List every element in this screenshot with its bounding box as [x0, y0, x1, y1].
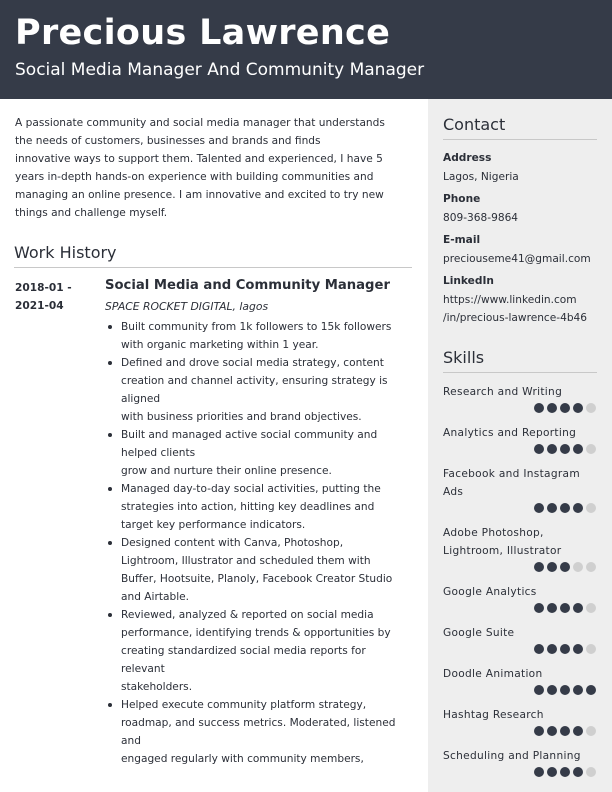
skill-name: [443, 383, 601, 401]
skill-item: [443, 583, 601, 601]
rating-dot-filled: [534, 444, 544, 454]
rating-dot-filled: [534, 685, 544, 695]
rating-dot-filled: [547, 767, 557, 777]
bullet-line: Helped execute community platform strategy,: [121, 699, 367, 711]
contact-divider: [443, 139, 597, 140]
skill-name: [443, 583, 601, 601]
bullet-line: grow and nurture their online presence.: [121, 465, 332, 477]
rating-dot-filled: [547, 444, 557, 454]
bullet-line: stakeholders.: [121, 681, 193, 693]
work-history-divider: [14, 267, 412, 268]
rating-dot-empty: [573, 562, 583, 572]
rating-dot-filled: [547, 403, 557, 413]
skill-rating: [534, 444, 596, 454]
bullet-line: aligned: [121, 393, 161, 405]
bullet-line: strategies into action, hitting key deadlines and: [121, 501, 375, 513]
skill-name: [443, 665, 601, 683]
skill-item: [443, 424, 601, 442]
bullet-line: engaged regularly with community members,: [121, 753, 364, 765]
bullet-line: Designed content with Canva, Photoshop,: [121, 537, 344, 549]
skill-name-line: Scheduling and Planning: [443, 750, 581, 762]
skill-name: [443, 706, 601, 724]
skill-name-line: Lightroom, Illustrator: [443, 545, 562, 557]
job-end-date: 2021-04: [15, 300, 64, 312]
rating-dot-filled: [534, 767, 544, 777]
company-name: SPACE ROCKET DIGITAL, lagos: [105, 300, 269, 313]
email-link[interactable]: preciouseme41@gmail.com: [443, 253, 591, 265]
bullet-line: and Airtable.: [121, 591, 190, 603]
contact-heading: Contact: [443, 115, 506, 134]
bullet-line: creating standardized social media reports for: [121, 645, 366, 657]
bullet-line: performance, identifying trends & opportunities by: [121, 627, 391, 639]
rating-dot-filled: [573, 503, 583, 513]
skill-rating: [534, 726, 596, 736]
skill-item: [443, 747, 601, 765]
rating-dot-filled: [547, 503, 557, 513]
rating-dot-empty: [586, 444, 596, 454]
rating-dot-filled: [547, 685, 557, 695]
job-responsibilities: [105, 318, 415, 768]
bullet-line: Reviewed, analyzed & reported on social media: [121, 609, 374, 621]
rating-dot-empty: [586, 403, 596, 413]
skill-name: [443, 624, 601, 642]
list-item: [105, 696, 415, 768]
skill-name: [443, 424, 601, 442]
rating-dot-filled: [573, 726, 583, 736]
skill-item: [443, 624, 601, 642]
job-title-headline: Social Media Manager And Community Manager: [15, 60, 425, 80]
rating-dot-filled: [560, 726, 570, 736]
rating-dot-empty: [586, 644, 596, 654]
linkedin-link[interactable]: [443, 291, 587, 327]
list-item: [105, 354, 415, 426]
skill-name-line: Ads: [443, 486, 464, 498]
summary-line: innovative ways to support them. Talented and experienced, I have 5: [15, 153, 383, 165]
rating-dot-filled: [534, 726, 544, 736]
skill-item: [443, 465, 601, 501]
header-banner: [0, 0, 612, 99]
skill-name: [443, 747, 601, 765]
rating-dot-filled: [560, 603, 570, 613]
job-title: Social Media and Community Manager: [105, 278, 390, 293]
candidate-name: Precious Lawrence: [15, 13, 391, 53]
skill-rating: [534, 562, 596, 572]
rating-dot-filled: [534, 603, 544, 613]
rating-dot-filled: [573, 685, 583, 695]
skill-rating: [534, 403, 596, 413]
skill-item: [443, 383, 601, 401]
skill-name-line: Hashtag Research: [443, 709, 544, 721]
bullet-line: Lightroom, Illustrator and scheduled them with: [121, 555, 371, 567]
address-value: Lagos, Nigeria: [443, 171, 519, 183]
skill-rating: [534, 685, 596, 695]
rating-dot-empty: [586, 503, 596, 513]
bullet-line: helped clients: [121, 447, 196, 459]
bullet-line: and: [121, 735, 141, 747]
bullet-line: with business priorities and brand objectives.: [121, 411, 362, 423]
bullet-line: Defined and drove social media strategy, content: [121, 357, 384, 369]
skill-name-line: Google Analytics: [443, 586, 537, 598]
rating-dot-filled: [534, 562, 544, 572]
bullet-line: Built community from 1k followers to 15k followers: [121, 321, 392, 333]
rating-dot-filled: [547, 603, 557, 613]
rating-dot-filled: [560, 767, 570, 777]
rating-dot-filled: [560, 685, 570, 695]
summary-line: managing an online presence. I am innovative and excited to try new: [15, 189, 384, 201]
rating-dot-filled: [534, 403, 544, 413]
skill-item: [443, 524, 601, 560]
skill-name-line: Facebook and Instagram: [443, 468, 580, 480]
rating-dot-empty: [586, 767, 596, 777]
rating-dot-filled: [560, 562, 570, 572]
bullet-line: Managed day-to-day social activities, putting the: [121, 483, 381, 495]
rating-dot-empty: [586, 726, 596, 736]
rating-dot-filled: [586, 685, 596, 695]
bullet-line: creation and channel activity, ensuring strategy is: [121, 375, 388, 387]
bullet-line: Buffer, Hootsuite, Planoly, Facebook Creator Studio: [121, 573, 393, 585]
list-item: [105, 606, 415, 696]
rating-dot-filled: [547, 562, 557, 572]
skill-name-line: Doodle Animation: [443, 668, 543, 680]
linkedin-line: https://www.linkedin.com: [443, 294, 577, 306]
list-item: [105, 318, 415, 354]
rating-dot-filled: [573, 644, 583, 654]
professional-summary: [15, 114, 415, 222]
skills-heading: Skills: [443, 348, 485, 367]
phone-label: Phone: [443, 193, 481, 205]
skills-divider: [443, 372, 597, 373]
rating-dot-filled: [534, 503, 544, 513]
skill-name: [443, 524, 601, 560]
bullet-line: roadmap, and success metrics. Moderated, listened: [121, 717, 396, 729]
list-item: [105, 480, 415, 534]
rating-dot-filled: [560, 444, 570, 454]
summary-line: things and challenge myself.: [15, 207, 168, 219]
rating-dot-filled: [547, 644, 557, 654]
rating-dot-filled: [573, 403, 583, 413]
list-item: [105, 426, 415, 480]
bullet-line: target key performance indicators.: [121, 519, 306, 531]
summary-line: A passionate community and social media manager that understands: [15, 117, 385, 129]
email-label: E-mail: [443, 234, 481, 246]
job-start-date: 2018-01 -: [15, 282, 72, 294]
skill-item: [443, 665, 601, 683]
job-dates: [15, 279, 72, 315]
linkedin-line: /in/precious-lawrence-4b46: [443, 312, 588, 324]
rating-dot-empty: [586, 562, 596, 572]
rating-dot-filled: [534, 644, 544, 654]
rating-dot-filled: [547, 726, 557, 736]
list-item: [105, 534, 415, 606]
skill-rating: [534, 767, 596, 777]
skill-rating: [534, 603, 596, 613]
rating-dot-filled: [573, 603, 583, 613]
bullet-line: Built and managed active social community and: [121, 429, 378, 441]
summary-line: years in-depth hands-on experience with building communities and: [15, 171, 374, 183]
skill-rating: [534, 644, 596, 654]
address-label: Address: [443, 152, 492, 164]
rating-dot-empty: [586, 603, 596, 613]
rating-dot-filled: [560, 644, 570, 654]
skill-item: [443, 706, 601, 724]
work-history-heading: Work History: [14, 243, 117, 262]
skill-rating: [534, 503, 596, 513]
skill-name-line: Adobe Photoshop,: [443, 527, 544, 539]
phone-value: 809-368-9864: [443, 212, 519, 224]
skill-name-line: Research and Writing: [443, 386, 563, 398]
bullet-line: relevant: [121, 663, 165, 675]
summary-line: the needs of customers, businesses and brands and finds: [15, 135, 321, 147]
skill-name-line: Google Suite: [443, 627, 515, 639]
rating-dot-filled: [573, 767, 583, 777]
skill-name: [443, 465, 601, 501]
rating-dot-filled: [560, 503, 570, 513]
bullet-line: with organic marketing within 1 year.: [121, 339, 319, 351]
skill-name-line: Analytics and Reporting: [443, 427, 577, 439]
rating-dot-filled: [573, 444, 583, 454]
rating-dot-filled: [560, 403, 570, 413]
linkedin-label: LinkedIn: [443, 275, 494, 287]
